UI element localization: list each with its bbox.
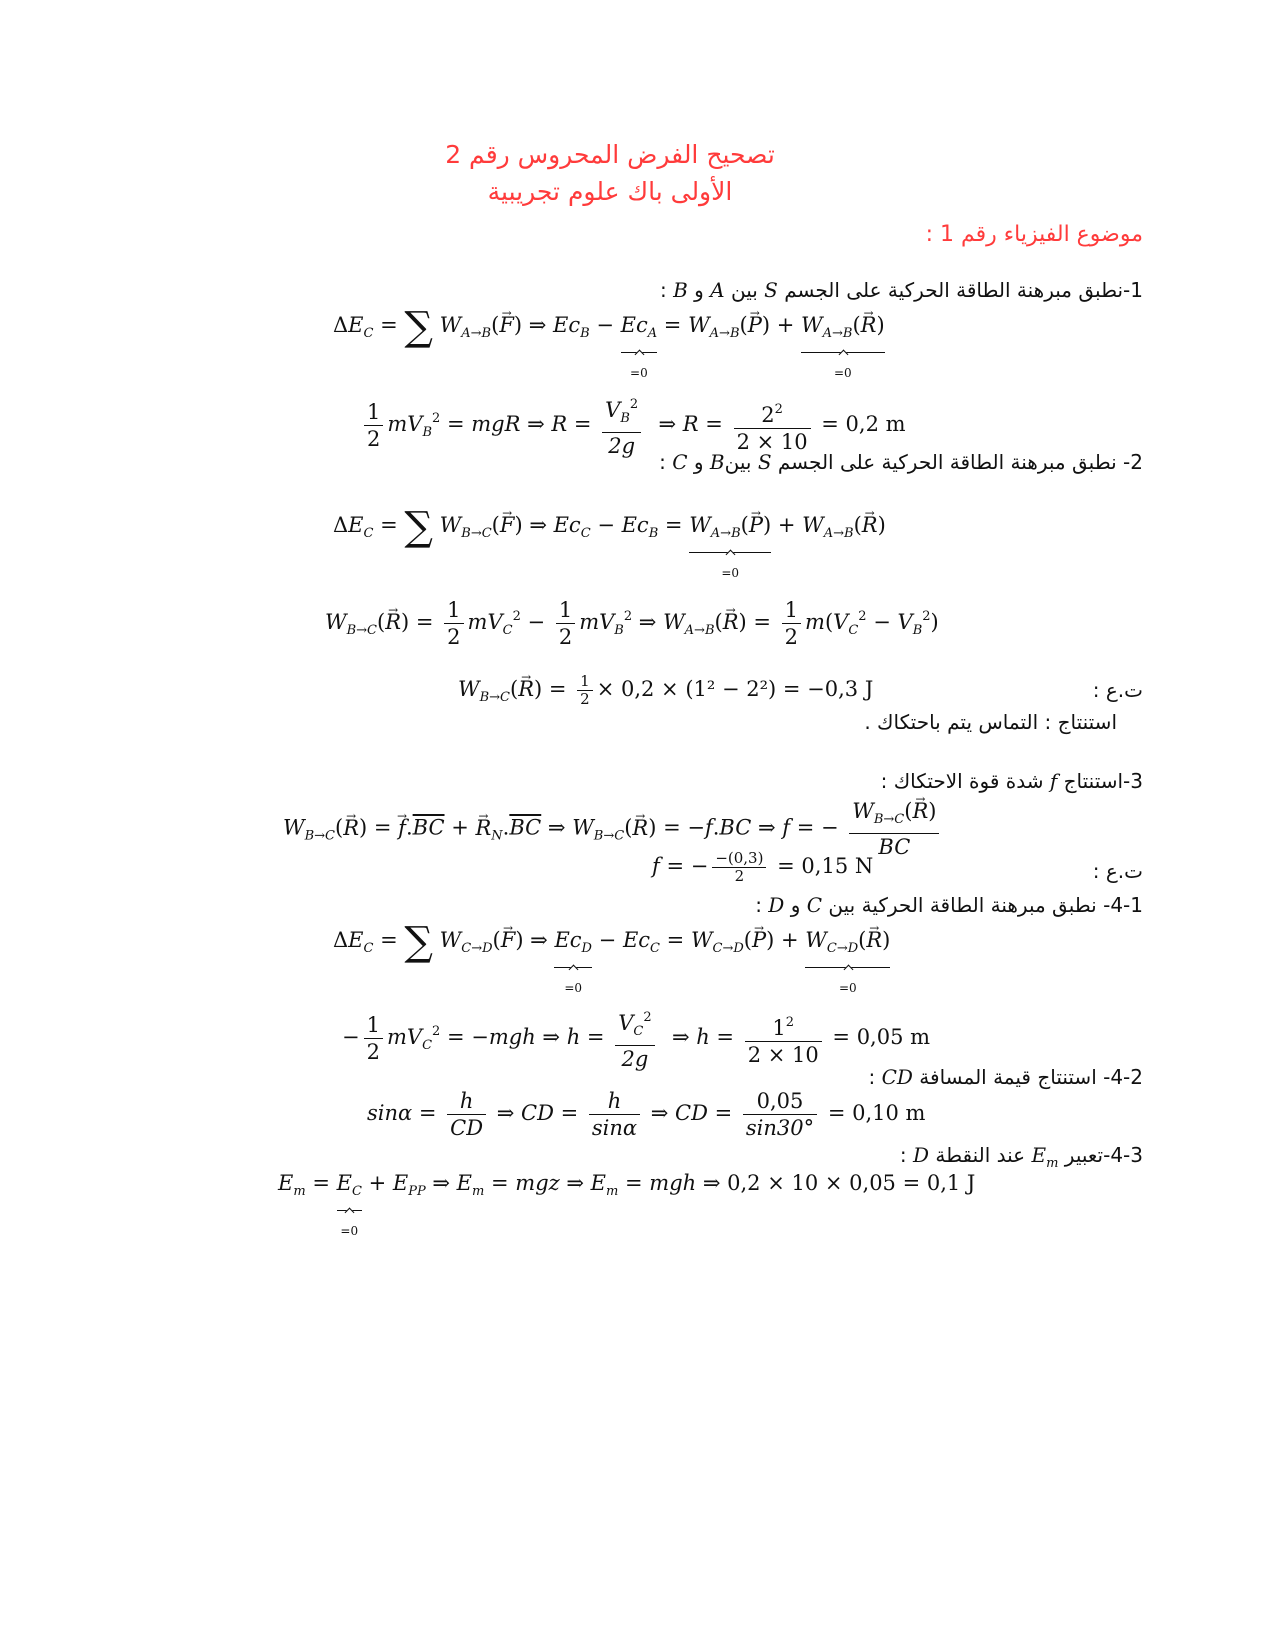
q2-equation-work: $W_{B\to C}(\to R)$ = $\frac{1}{2}$ $mV_C^2$ − $\frac{1}{2}$ $mV_B^2$ ⇒ $W_{A\to B}(\to R)$ = $\frac{1}{2}$ $m(V_C^2 - V_B^2)$ xyxy=(325,597,939,650)
page-title: تصحيح الفرض المحروس رقم 2 xyxy=(445,140,775,169)
q4-1-statement: 4-1- نطبق مبرهنة الطاقة الحركية بين C و D : xyxy=(755,893,1143,917)
q2-numeric-label: ت.ع : xyxy=(1092,678,1143,702)
q2-conclusion: استنتاج : التماس يتم باحتكاك . xyxy=(864,710,1117,734)
section-title: موضوع الفيزياء رقم 1 : xyxy=(925,222,1143,247)
q4-2-equation: sinα = $\frac{h}{CD}$ ⇒ CD = $\frac{h}{\sin\alpha}$ ⇒ CD = $\frac{0,05}{\sin 30^\circ}$ = 0,10 m xyxy=(367,1089,926,1140)
q3-result: = 0,15 N xyxy=(777,854,874,878)
q2-statement: 2- نطبق مبرهنة الطاقة الحركية على الجسم S بينB و C : xyxy=(659,450,1143,474)
q3-numeric-equation: f = − $\frac{-(0,3)}{2}$ = 0,15 N xyxy=(652,849,874,885)
q1-result: = 0,2 m xyxy=(821,412,906,436)
page-subtitle: الأولى باك علوم تجريبية xyxy=(487,177,733,206)
q1-statement: 1-نطبق مبرهنة الطاقة الحركية على الجسم S بين A و B : xyxy=(659,278,1143,302)
q4-1-result: = 0,05 m xyxy=(832,1025,931,1049)
q2-numeric-value: × 0,2 × (1² − 2²) = −0,3 J xyxy=(596,677,874,701)
q4-3-result: ⇒ 0,2 × 10 × 0,05 = 0,1 J xyxy=(702,1171,976,1195)
q2-equation-theorem: $\Delta E_C$ = ∑ $W_{B\to C}(\to F)$ ⇒ $Ec_C - Ec_B = W_{A\to B}(\to P)$ =0 + $W_{A\to B}(\to R)$ xyxy=(333,510,886,553)
q4-2-statement: 4-2- استنتاج قيمة المسافة CD : xyxy=(868,1065,1143,1089)
q4-3-equation: $E_m = E_C$ =0 + $E_{PP}$ ⇒ $E_m$ = mgz ⇒ $E_m$ = mgh ⇒ 0,2 × 10 × 0,05 = 0,1 J xyxy=(278,1168,975,1211)
q3-numeric-label: ت.ع : xyxy=(1092,859,1143,883)
q4-2-result: = 0,10 m xyxy=(827,1101,926,1125)
q3-statement: 3-استنتاج f شدة قوة الاحتكاك : xyxy=(880,769,1143,793)
q4-1-equation-theorem: $\Delta E_C$ = ∑ $W_{C\to D}(\to F)$ ⇒ $Ec_D$ =0 − $Ec_C = W_{C\to D}(\to P) + W_{C\to D}(\to R)$ =0 xyxy=(333,925,890,968)
q4-3-zero-label: =0 xyxy=(340,1224,359,1238)
q2-zero-label: =0 xyxy=(721,566,740,580)
q4-1-equation-result: − $\frac{1}{2}$ $mV_C^2 = -mgh$ ⇒ h = $\frac{V_C^2}{2g}$ ⇒ h = $\frac{1^2}{2 \times 10}$ = 0,05 m xyxy=(342,1005,930,1072)
q1-equation-theorem: $\Delta E_C$ = ∑ $W_{A\to B}(\to F)$ ⇒ $Ec_B - Ec_A$ =0 = $W_{A\to B}(\to P) + W_{A\to B}(\to R)$ =0 xyxy=(333,310,885,353)
q1-equation-result: $\frac{1}{2}$ $mV_B^2$ = mgR ⇒ R = $\frac{V_B^2}{2g}$ ⇒ R = $\frac{2^2}{2 \times 10}$ = 0,2 m xyxy=(360,392,906,459)
q1-zero-label-a: =0 xyxy=(630,366,648,380)
q2-numeric-equation: $W_{B\to C}(\to R)$ = $\frac{1}{2}$ × 0,2 × (1² − 2²) = −0,3 J xyxy=(458,673,873,713)
q4-1-zero-label-a: =0 xyxy=(564,981,583,995)
q3-equation: $W_{B\to C}(\to R)$ = → $f.\overline{BC}$ + → $R_N.\overline{BC}$ ⇒ $W_{B\to C}(\to R) = -f.BC$ ⇒ f = − $\frac{W_{B\to C}(\to R)}{BC}$ xyxy=(283,798,943,860)
q1-zero-label-b: =0 xyxy=(833,366,852,380)
q4-1-zero-label-b: =0 xyxy=(838,981,857,995)
q4-3-statement: 4-3-تعبير $E_m$ عند النقطة D : xyxy=(899,1143,1143,1171)
